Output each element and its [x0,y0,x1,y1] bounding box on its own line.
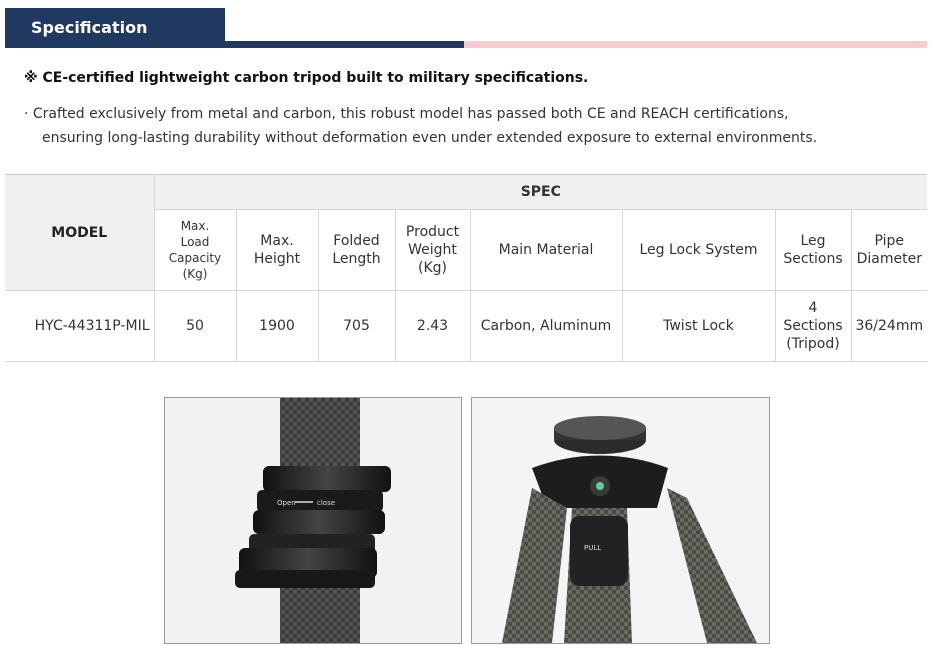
model-cell: HYC-44311P-MIL [5,291,154,362]
model-header: MODEL [5,175,154,291]
section-title: Specification [5,8,225,48]
column-header-line: Max. [180,219,210,233]
photo-twist-lock-ring [164,397,462,644]
spec-column-header [154,210,236,291]
spec-value-cell [236,291,318,362]
spec-value-line: (Tripod) [786,336,840,352]
spec-value-line: 50 [186,318,204,334]
intro-bullet-line1: · Crafted exclusively from metal and carbon, this robust model has passed both CE and REACH certifications, [24,106,789,122]
spec-value-cell [395,291,470,362]
spec-value-cell [318,291,395,362]
spec-value-cell [622,291,775,362]
column-header-line: Sections [783,251,843,267]
column-header-line: Capacity [168,251,222,265]
column-header-line: Folded [333,233,380,249]
spec-column-header [236,210,318,291]
column-header-line: Length [332,251,381,267]
spec-value-line: Carbon, Aluminum [480,318,612,334]
header-rule-pink [464,41,927,48]
pull-label: PULL [584,544,602,552]
header-rule-dark [225,41,464,48]
table-row [5,291,927,362]
spec-value-cell [154,291,236,362]
column-header-line: (Kg) [418,260,447,276]
ring-open-label: Open [277,499,296,507]
spec-column-header [470,210,622,291]
spec-value-cell [470,291,622,362]
column-header-line: Leg [800,233,826,249]
spec-value-line: 2.43 [416,318,449,334]
column-header-line: (Kg) [182,267,208,281]
spec-column-header [775,210,851,291]
column-header-line: Max. [260,233,294,249]
intro-headline: ※ CE-certified lightweight carbon tripod built to military specifications. [24,70,589,86]
intro-bullet [24,102,817,150]
twist-lock-ring-image [165,398,461,643]
column-header-line: Main Material [498,242,594,258]
spec-value-line: 4 [808,300,818,316]
column-header-line: Weight [408,242,457,258]
column-header-line: Product [405,224,460,240]
column-header-line: Load [180,235,210,249]
tripod-head-image [472,398,769,643]
spec-value-line: 36/24mm [855,318,924,334]
spec-value-line: 705 [343,318,370,334]
column-header-line: Diameter [856,251,922,267]
spec-value-line: 1900 [259,318,295,334]
intro-bullet-line2: ensuring long-lasting durability without deformation even under extended exposure to external environments. [42,130,818,146]
column-header-line: Height [253,251,301,267]
spec-value-line: Sections [783,318,843,334]
spec-column-header [318,210,395,291]
spec-header: SPEC [154,175,927,210]
column-header-line: Pipe [874,233,905,249]
spec-table [5,174,927,362]
ring-close-label: close [317,499,336,507]
spec-column-header [395,210,470,291]
spec-column-header [622,210,775,291]
spec-value-cell [775,291,851,362]
spec-value-cell [851,291,927,362]
section-header [5,8,927,48]
column-header-line: Leg Lock System [639,242,758,258]
photo-tripod-head [471,397,770,644]
spec-column-header [851,210,927,291]
spec-value-line: Twist Lock [663,318,734,334]
